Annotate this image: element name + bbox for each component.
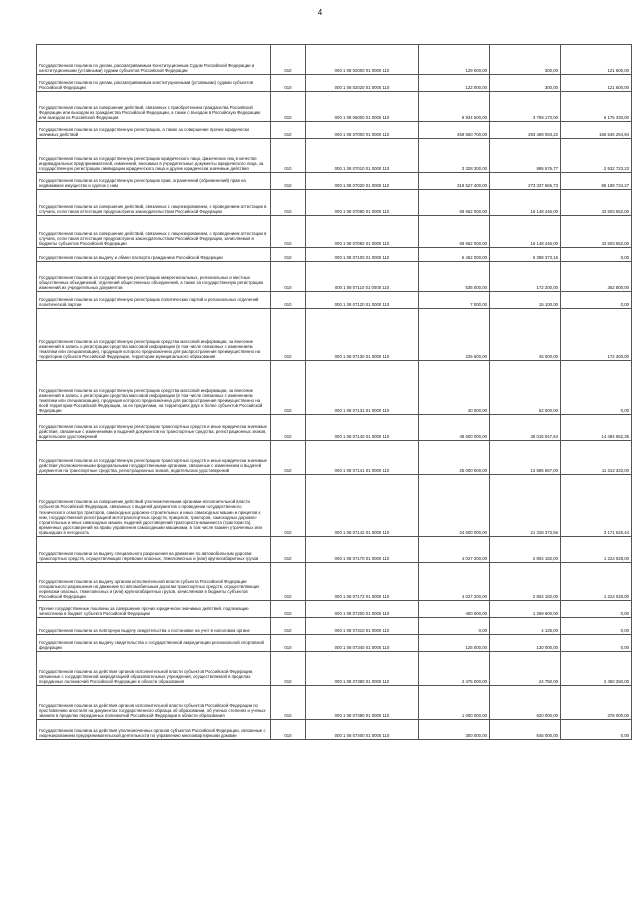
row-plan: 0,00 <box>419 618 490 635</box>
row-plan: 59 652 000,00 <box>419 216 490 248</box>
row-rest: 0,00 <box>561 720 632 740</box>
row-exec: 15 100,00 <box>490 292 561 309</box>
row-plan: 40 000,00 <box>419 361 490 415</box>
row-exec: 2 804 182,00 <box>490 537 561 563</box>
row-rest: 14 484 952,36 <box>561 415 632 441</box>
row-name: Государственная пошлина за совершение действий уполномоченными органами исполнительной власти субъектов Российской Федерации, связанных с выдачей документов о проведении государственного технического осмотра тракторов, самоходных дорожно-строительных и иных самоходных машин и прицепов к ним, государственной регистрацией мототранспортных средств, прицепов, тракторов, самоходных дорожно-строительных и иных самоходных машин, выдачей удостоверений тракториста-машиниста (тракториста), временных удостоверений на право управления самоходными машинами, в том числе взамен утраченных или пришедших в негодность <box>37 475 271 537</box>
row-rest: 0,00 <box>561 618 632 635</box>
row-exec: 300,00 <box>490 75 561 92</box>
row-kbk: 000 1 08 07010 01 0000 110 <box>306 139 419 173</box>
row-plan: 4 027 200,00 <box>419 563 490 601</box>
row-name: Государственная пошлина за повторную выдачу свидетельства о постановке на учет в налоговом органе <box>37 618 271 635</box>
row-name: Государственная пошлина за государственную регистрацию прав, ограничений (обременений) прав на недвижимое имущество и сделок с ним <box>37 173 271 190</box>
row-name: Государственная пошлина за выдачу органом исполнительной власти субъекта Российской Федерации специального разрешения на движение по автомобильным дорогам транспортных средств, осуществляющих перевозки опасных, тяжеловесных и (или) крупногабаритных грузов, зачисляемая в бюджеты субъектов Российской Федерации <box>37 563 271 601</box>
row-kbk: 000 1 08 07380 01 0000 110 <box>306 652 419 686</box>
row-plan: 4 027 200,00 <box>419 537 490 563</box>
row-name: Государственная пошлина по делам, рассматриваемым конституционными (уставными) судами субъектов Российской Федерации <box>37 75 271 92</box>
row-plan: 459 550 700,00 <box>419 122 490 139</box>
row-kbk: 000 1 08 02020 01 0000 110 <box>306 75 419 92</box>
row-exec: 645 000,00 <box>490 720 561 740</box>
row-exec: 6 398 373,16 <box>490 248 561 262</box>
row-plan: 225 600,00 <box>419 309 490 361</box>
row-kbk: 000 1 08 07130 01 0000 110 <box>306 309 419 361</box>
row-exec: 273 337 665,73 <box>490 173 561 190</box>
row-kbk: 000 1 08 02000 01 0000 110 <box>306 45 419 75</box>
table-row <box>37 652 632 686</box>
table-row <box>37 635 632 652</box>
row-code: 010 <box>271 216 306 248</box>
row-kbk: 000 1 08 07310 01 0000 110 <box>306 618 419 635</box>
row-kbk: 000 1 08 07131 01 0000 110 <box>306 361 419 415</box>
row-plan: 535 000,00 <box>419 262 490 292</box>
row-kbk: 000 1 08 07082 01 0000 110 <box>306 216 419 248</box>
row-kbk: 000 1 08 07340 01 0000 110 <box>306 635 419 652</box>
table-row <box>37 139 632 173</box>
row-name: Государственная пошлина за совершение действий, связанных с приобретением гражданства Российской Федерации или выходом из гражданства Российской Федерации, а также с въездом в Российскую Федерацию или выездом из Российской Федерации <box>37 92 271 122</box>
row-name: Государственная пошлина за действия органов исполнительной власти субъектов Российской Федерации по проставлению апостиля на документах государственного образца об образовании, об ученых степенях и ученых званиях в пределах переданных полномочий Российской Федерации в области образования <box>37 686 271 720</box>
row-plan: 2 475 000,00 <box>419 652 490 686</box>
row-exec: 995 576,77 <box>490 139 561 173</box>
row-rest: 2 450 250,00 <box>561 652 632 686</box>
table-row <box>37 292 632 309</box>
row-rest: 0,00 <box>561 601 632 618</box>
row-code: 010 <box>271 652 306 686</box>
row-exec: 16 148 446,00 <box>490 190 561 216</box>
row-plan: 129 000,00 <box>419 45 490 75</box>
row-exec: 24 750,00 <box>490 652 561 686</box>
table-row <box>37 248 632 262</box>
row-code: 010 <box>271 635 306 652</box>
row-kbk: 000 1 08 06000 01 0000 110 <box>306 92 419 122</box>
row-plan: 9 934 500,00 <box>419 92 490 122</box>
row-code: 010 <box>271 173 306 190</box>
table-row <box>37 173 632 190</box>
row-exec: 293 469 093,22 <box>490 122 561 139</box>
row-code: 010 <box>271 563 306 601</box>
row-code: 010 <box>271 139 306 173</box>
row-exec: 300,00 <box>490 45 561 75</box>
row-name: Государственная пошлина за государственную регистрацию, а также за совершение прочих юридически значимых действий <box>37 122 271 139</box>
table-row <box>37 601 632 618</box>
row-exec: 620 000,00 <box>490 686 561 720</box>
row-exec: 172 200,00 <box>490 262 561 292</box>
row-exec: 4 125,00 <box>490 618 561 635</box>
table-row <box>37 686 632 720</box>
row-name: Государственная пошлина за действия уполномоченных органов субъектов Российской Федерации, связанные с лицензированием предпринимательской деятельности по управлению многоквартирными домами <box>37 720 271 740</box>
row-code: 010 <box>271 309 306 361</box>
row-code: 010 <box>271 262 306 292</box>
row-rest: 11 313 333,00 <box>561 441 632 475</box>
row-plan: 125 000,00 <box>419 635 490 652</box>
row-code: 010 <box>271 537 306 563</box>
table-row <box>37 415 632 441</box>
table-row <box>37 537 632 563</box>
row-code: 010 <box>271 292 306 309</box>
row-plan: 1 000 000,00 <box>419 686 490 720</box>
row-code: 010 <box>271 248 306 262</box>
row-rest: 3 171 626,44 <box>561 475 632 537</box>
row-rest: 86 189 734,27 <box>561 173 632 190</box>
row-exec: 1 269 600,00 <box>490 601 561 618</box>
row-plan: 300 000,00 <box>419 720 490 740</box>
page-number: 4 <box>317 8 323 17</box>
row-name: Государственная пошлина за государственную регистрацию транспортных средств и иные юридически значимые действия уполномоченными федеральными государственными органами, связанные с изменением и выдачей документов на транспортные средства, регистрационных знаков, водительских удостоверений <box>37 441 271 475</box>
row-exec: 52 000,00 <box>490 361 561 415</box>
row-rest: 172 300,00 <box>561 309 632 361</box>
row-rest: 6 175 330,00 <box>561 92 632 122</box>
row-code: 010 <box>271 720 306 740</box>
row-kbk: 000 1 08 07110 01 0000 110 <box>306 262 419 292</box>
row-kbk: 000 1 08 07170 01 0000 110 <box>306 537 419 563</box>
row-plan: 49 500 000,00 <box>419 415 490 441</box>
row-plan: 7 000,00 <box>419 292 490 309</box>
row-exec: 35 015 047,64 <box>490 415 561 441</box>
row-kbk: 000 1 08 07020 01 0000 110 <box>306 173 419 190</box>
table-row <box>37 45 632 75</box>
row-code: 010 <box>271 686 306 720</box>
row-code: 010 <box>271 601 306 618</box>
row-rest: 0,00 <box>561 292 632 309</box>
row-plan: 59 652 000,00 <box>419 190 490 216</box>
row-kbk: 000 1 08 07141 01 0000 110 <box>306 441 419 475</box>
row-kbk: 000 1 08 07390 01 0000 110 <box>306 686 419 720</box>
table-row <box>37 618 632 635</box>
row-name: Государственная пошлина по делам, рассматриваемым Конституционным Судом Российской Федерации и конституционными (уставными) судами субъектов Российской Федерации <box>37 45 271 75</box>
table-row <box>37 122 632 139</box>
row-name: Государственная пошлина за действия органов исполнительной власти субъектов Российской Федерации, связанные с государственной аккредитацией образовательных учреждений, осуществляемой в пределах переданных полномочий Российской Федерации в области образования <box>37 652 271 686</box>
row-code: 010 <box>271 361 306 415</box>
row-plan: 25 000 000,00 <box>419 441 490 475</box>
row-code: 010 <box>271 122 306 139</box>
row-plan: 122 000,00 <box>419 75 490 92</box>
row-code: 010 <box>271 618 306 635</box>
row-code: 010 <box>271 45 306 75</box>
row-rest: 378 000,00 <box>561 686 632 720</box>
row-name: Государственная пошлина за государственную регистрацию транспортных средств и иные юридически значимые действия, связанные с изменениями и выдачей документов на транспортные средства, регистрационных знаков, водительских удостоверений <box>37 415 271 441</box>
row-name: Государственная пошлина за выдачу специального разрешения на движение по автомобильным дорогам транспортных средств, осуществляющих перевозки опасных, тяжеловесных и (или) крупногабаритных грузов <box>37 537 271 563</box>
row-exec: 2 804 182,00 <box>490 563 561 601</box>
row-code: 010 <box>271 190 306 216</box>
row-name: Государственная пошлина за выдачу свидетельства о государственной аккредитации региональной спортивной федерации <box>37 635 271 652</box>
row-plan: 6 452 000,00 <box>419 248 490 262</box>
row-kbk: 000 1 08 07172 01 0000 110 <box>306 563 419 601</box>
row-rest: 362 800,00 <box>561 262 632 292</box>
row-name: Прочие государственные пошлины за совершение прочих юридически значимых действий, подлежащие зачислению в бюджет субъекта Российской Федерации <box>37 601 271 618</box>
table-row <box>37 262 632 292</box>
row-rest: 43 503 552,00 <box>561 190 632 216</box>
row-kbk: 000 1 08 07400 01 0000 110 <box>306 720 419 740</box>
row-name: Государственная пошлина за совершение действий, связанных с лицензированием, с проведением аттестации в случаях, если такая аттестация предусмотрена законодательством Российской Федерации <box>37 190 271 216</box>
row-kbk: 000 1 08 07000 01 0000 110 <box>306 122 419 139</box>
budget-revenue-table <box>36 44 632 740</box>
row-name: Государственная пошлина за выдачу и обмен паспорта гражданина Российской Федерации <box>37 248 271 262</box>
row-kbk: 000 1 08 07120 01 0000 110 <box>306 292 419 309</box>
row-name: Государственная пошлина за государственную регистрацию средства массовой информации, за внесение изменений в запись о регистрации средства массовой информации (в том числе связанных с изменением тематики или специализации), продукция которого предназначена для распространения преимущественно на всей территории Российской Федерации, за ее пределами, на территориях двух и более субъектов Российской Федерации <box>37 361 271 415</box>
row-rest: 1 223 028,00 <box>561 537 632 563</box>
row-kbk: 000 1 08 07200 01 0000 110 <box>306 601 419 618</box>
table-row <box>37 720 632 740</box>
row-rest: 121 600,00 <box>561 75 632 92</box>
row-code: 010 <box>271 415 306 441</box>
row-exec: 21 328 373,56 <box>490 475 561 537</box>
row-plan: 319 527 400,00 <box>419 173 490 190</box>
row-kbk: 000 1 08 07142 01 0000 110 <box>306 475 419 537</box>
row-kbk: 000 1 08 07080 01 0000 110 <box>306 190 419 216</box>
row-rest: 43 503 552,00 <box>561 216 632 248</box>
table-row <box>37 475 632 537</box>
table-row <box>37 216 632 248</box>
row-rest: 165 546 254,94 <box>561 122 632 139</box>
row-kbk: 000 1 08 07100 01 0000 110 <box>306 248 419 262</box>
table-row <box>37 563 632 601</box>
table-row <box>37 361 632 415</box>
row-name: Государственная пошлина за государственную регистрацию межрегиональных, региональных и местных общественных объединений, отделений общественных объединений, а также за государственную регистрацию изменений их учредительных документов <box>37 262 271 292</box>
row-plan: 24 500 000,00 <box>419 475 490 537</box>
row-exec: 13 586 667,00 <box>490 441 561 475</box>
row-name: Государственная пошлина за совершение действий, связанных с лицензированием, с проведением аттестации в случаях, если такая аттестация предусмотрена законодательством Российской Федерации, зачисляемая в бюджеты субъектов Российской Федерации <box>37 216 271 248</box>
row-name: Государственная пошлина за государственную регистрацию политических партий и региональных отделений политической партии <box>37 292 271 309</box>
table-row <box>37 92 632 122</box>
row-exec: 16 148 446,00 <box>490 216 561 248</box>
row-rest: 0,00 <box>561 248 632 262</box>
table-row <box>37 309 632 361</box>
table-row <box>37 75 632 92</box>
row-rest: 121 600,00 <box>561 45 632 75</box>
row-rest: 1 223 028,00 <box>561 563 632 601</box>
row-code: 010 <box>271 92 306 122</box>
row-plan: 400 000,00 <box>419 601 490 618</box>
row-exec: 45 000,00 <box>490 309 561 361</box>
row-code: 010 <box>271 475 306 537</box>
row-name: Государственная пошлина за государственную регистрацию юридического лица, физических лиц в качестве индивидуальных предпринимателей, изменений, вносимых в учредительные документы юридического лица, за государственную регистрацию ликвидации юридического лица и другие юридически значимые действия <box>37 139 271 173</box>
row-exec: 130 000,00 <box>490 635 561 652</box>
table-row <box>37 441 632 475</box>
row-code: 010 <box>271 75 306 92</box>
table-row <box>37 190 632 216</box>
row-name: Государственная пошлина за государственную регистрацию средства массовой информации, за внесение изменений в запись о регистрации средства массовой информации (в том числе связанных с изменением тематики или специализации), продукция которого предназначена для распространения преимущественно на территории субъекта Российской Федерации, территории муниципального образования <box>37 309 271 361</box>
row-kbk: 000 1 08 07140 01 0000 110 <box>306 415 419 441</box>
row-rest: 2 532 723,23 <box>561 139 632 173</box>
row-plan: 3 328 300,00 <box>419 139 490 173</box>
row-rest: 0,00 <box>561 635 632 652</box>
row-rest: 0,00 <box>561 361 632 415</box>
row-code: 010 <box>271 441 306 475</box>
row-exec: 3 759 170,00 <box>490 92 561 122</box>
